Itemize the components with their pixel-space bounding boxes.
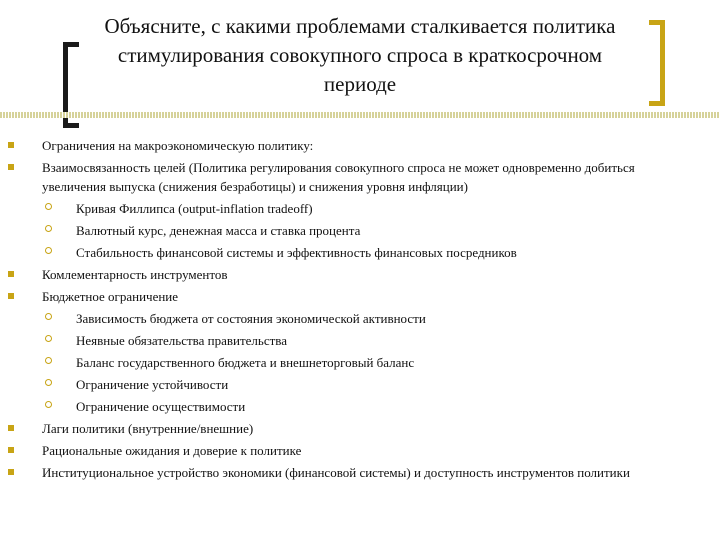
square-bullet-icon [8,469,14,475]
list-item [0,309,720,328]
list-item [0,331,720,350]
list-item [0,353,720,372]
ring-bullet-icon [45,379,52,386]
list-item-text: Неявные обязательства правительства [76,333,288,348]
list-item [0,419,720,438]
list-item [0,463,720,482]
list-item [0,221,720,240]
list-item-text: Ограничение осуществимости [76,399,246,414]
list-item-text: Кривая Филлипса (output-inflation tradeoff) [76,201,313,216]
slide-title: Объясните, с какими проблемами сталкивается политика стимулирования совокупного спроса в краткосрочном периоде [104,14,616,96]
square-bullet-icon [8,164,14,170]
ring-bullet-icon [45,401,52,408]
square-bullet-icon [8,293,14,299]
list-item [0,397,720,416]
list-item [0,375,720,394]
square-bullet-icon [8,271,14,277]
list-item-text: Лаги политики (внутренние/внешние) [42,421,254,436]
list-item-text: Взаимосвязанность целей (Политика регулирования совокупного спроса не может одновременно добиться увеличения выпуска (снижения безработицы) и снижения уровня инфляции) [42,160,635,194]
list-item-text: Комлементарность инструментов [42,267,228,282]
right-bracket-decoration [649,20,665,106]
list-item [0,136,720,155]
bullet-list [0,136,720,485]
list-item [0,265,720,284]
list-item [0,158,720,196]
list-item-text: Бюджетное ограничение [42,289,179,304]
divider-rule [0,112,720,118]
list-item-text: Валютный курс, денежная масса и ставка процента [76,223,361,238]
ring-bullet-icon [45,357,52,364]
list-item-text: Институциональное устройство экономики (финансовой системы) и доступность инструментов политики [42,465,630,480]
list-item [0,441,720,460]
list-item-text: Стабильность финансовой системы и эффективность финансовых посредников [76,245,517,260]
list-item-text: Ограничения на макроэкономическую политику: [42,138,314,153]
ring-bullet-icon [45,247,52,254]
square-bullet-icon [8,425,14,431]
list-item-text: Рациональные ожидания и доверие к политике [42,443,302,458]
ring-bullet-icon [45,225,52,232]
list-item [0,287,720,306]
ring-bullet-icon [45,203,52,210]
list-item-text: Ограничение устойчивости [76,377,229,392]
ring-bullet-icon [45,335,52,342]
list-item [0,199,720,218]
square-bullet-icon [8,142,14,148]
list-item-text: Зависимость бюджета от состояния экономической активности [76,311,426,326]
list-item-text: Баланс государственного бюджета и внешнеторговый баланс [76,355,415,370]
ring-bullet-icon [45,313,52,320]
list-item [0,243,720,262]
square-bullet-icon [8,447,14,453]
